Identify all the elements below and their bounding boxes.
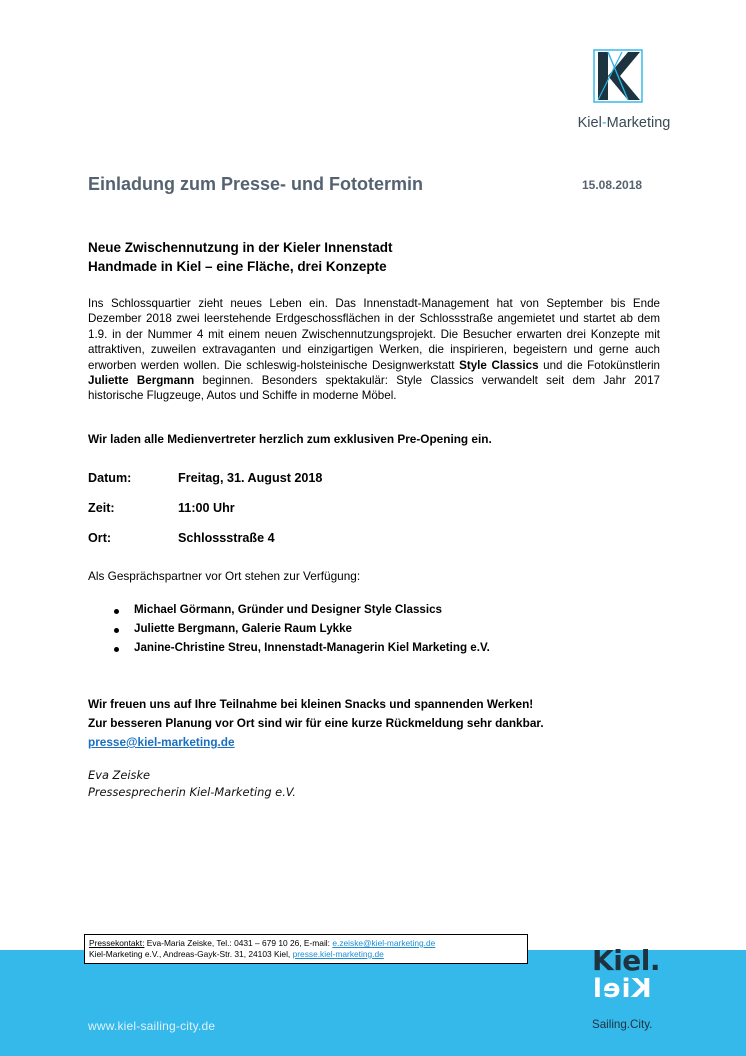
body-paragraph: Ins Schlossquartier zieht neues Leben ein. Das Innenstadt-Management hat von September bis Ende Dezember 2018 zwei leerstehende Erdgeschossflächen in der Schlossstraße angemietet und startet ab dem 1.9. in der Nummer 4 mit einem neuen Zwischennutzungsprojekt. Die Besucher erwarten drei Konzepte mit attraktiven, zuweilen extravaganten und einzigartigen Werken, die inspirieren, begeistern und gerne auch erworben werden wollen. Die schleswig-holsteinische Designwerkstatt Style Classics und die Fotokünstlerin Juliette Bergmann beginnen. Besonders spektakulär: Style Classics verwandelt seit dem Jahr 2017 historische Flugzeuge, Autos und Schiffe in moderne Möbel. <box>88 297 660 403</box>
subheading <box>88 238 393 276</box>
signature <box>88 767 296 801</box>
detail-label-time: Zeit: <box>88 501 115 515</box>
document-date: 15.08.2018 <box>582 178 643 192</box>
kiel-brand-mirror: Kiel <box>592 974 652 1004</box>
press-email-link[interactable]: presse@kiel-marketing.de <box>88 735 235 749</box>
signature-role: Pressesprecherin Kiel-Marketing e.V. <box>88 785 296 799</box>
list-item: Janine-Christine Streu, Innenstadt-Managerin Kiel Marketing e.V. <box>112 641 490 660</box>
contact-email-link[interactable]: e.zeiske@kiel-marketing.de <box>332 938 436 948</box>
contact-web-link[interactable]: presse.kiel-marketing.de <box>292 949 384 959</box>
closing-block <box>88 695 544 752</box>
signature-name: Eva Zeiske <box>88 768 151 782</box>
partners-intro: Als Gesprächspartner vor Ort stehen zur Verfügung: <box>88 569 361 583</box>
detail-value-place: Schlossstraße 4 <box>178 531 275 545</box>
list-item: Michael Görmann, Gründer und Designer Style Classics <box>112 603 490 622</box>
detail-label-date: Datum: <box>88 471 132 485</box>
page-title: Einladung zum Presse- und Fototermin <box>88 174 424 194</box>
bold-juliette-bergmann: Juliette Bergmann <box>88 374 195 388</box>
invite-line: Wir laden alle Medienvertreter herzlich zum exklusiven Pre-Opening ein. <box>88 432 492 446</box>
detail-value-date: Freitag, 31. August 2018 <box>178 471 323 485</box>
sailing-city-tagline: Sailing.City. <box>592 1018 653 1031</box>
list-item: Juliette Bergmann, Galerie Raum Lykke <box>112 622 490 641</box>
subheading-line-1: Neue Zwischennutzung in der Kieler Innenstadt <box>88 240 393 255</box>
subheading-line-2: Handmade in Kiel – eine Fläche, drei Konzepte <box>88 259 387 274</box>
detail-value-time: 11:00 Uhr <box>178 501 235 515</box>
logo-text: Kiel-Marketing <box>577 115 671 131</box>
partners-list <box>112 603 490 660</box>
kiel-marketing-logo-icon <box>592 48 644 104</box>
bold-style-classics: Style Classics <box>459 358 539 372</box>
closing-line-2: Zur besseren Planung vor Ort sind wir für eine kurze Rückmeldung sehr dankbar. <box>88 716 544 730</box>
footer-url-link[interactable]: www.kiel-sailing-city.de <box>88 1019 216 1033</box>
closing-line-1: Wir freuen uns auf Ihre Teilnahme bei kleinen Snacks und spannenden Werken! <box>88 697 534 711</box>
kiel-brand-word: Kiel. <box>592 944 661 977</box>
contact-label: Pressekontakt: <box>89 938 145 948</box>
detail-label-place: Ort: <box>88 531 112 545</box>
press-contact-box: Pressekontakt: Eva-Maria Zeiske, Tel.: 0431 – 679 10 26, E-mail: e.zeiske@kiel-marketing.de Kiel-Marketing e.V., Andreas-Gayk-Str. 31, 24103 Kiel, presse.kiel-marketing.de <box>84 934 528 964</box>
